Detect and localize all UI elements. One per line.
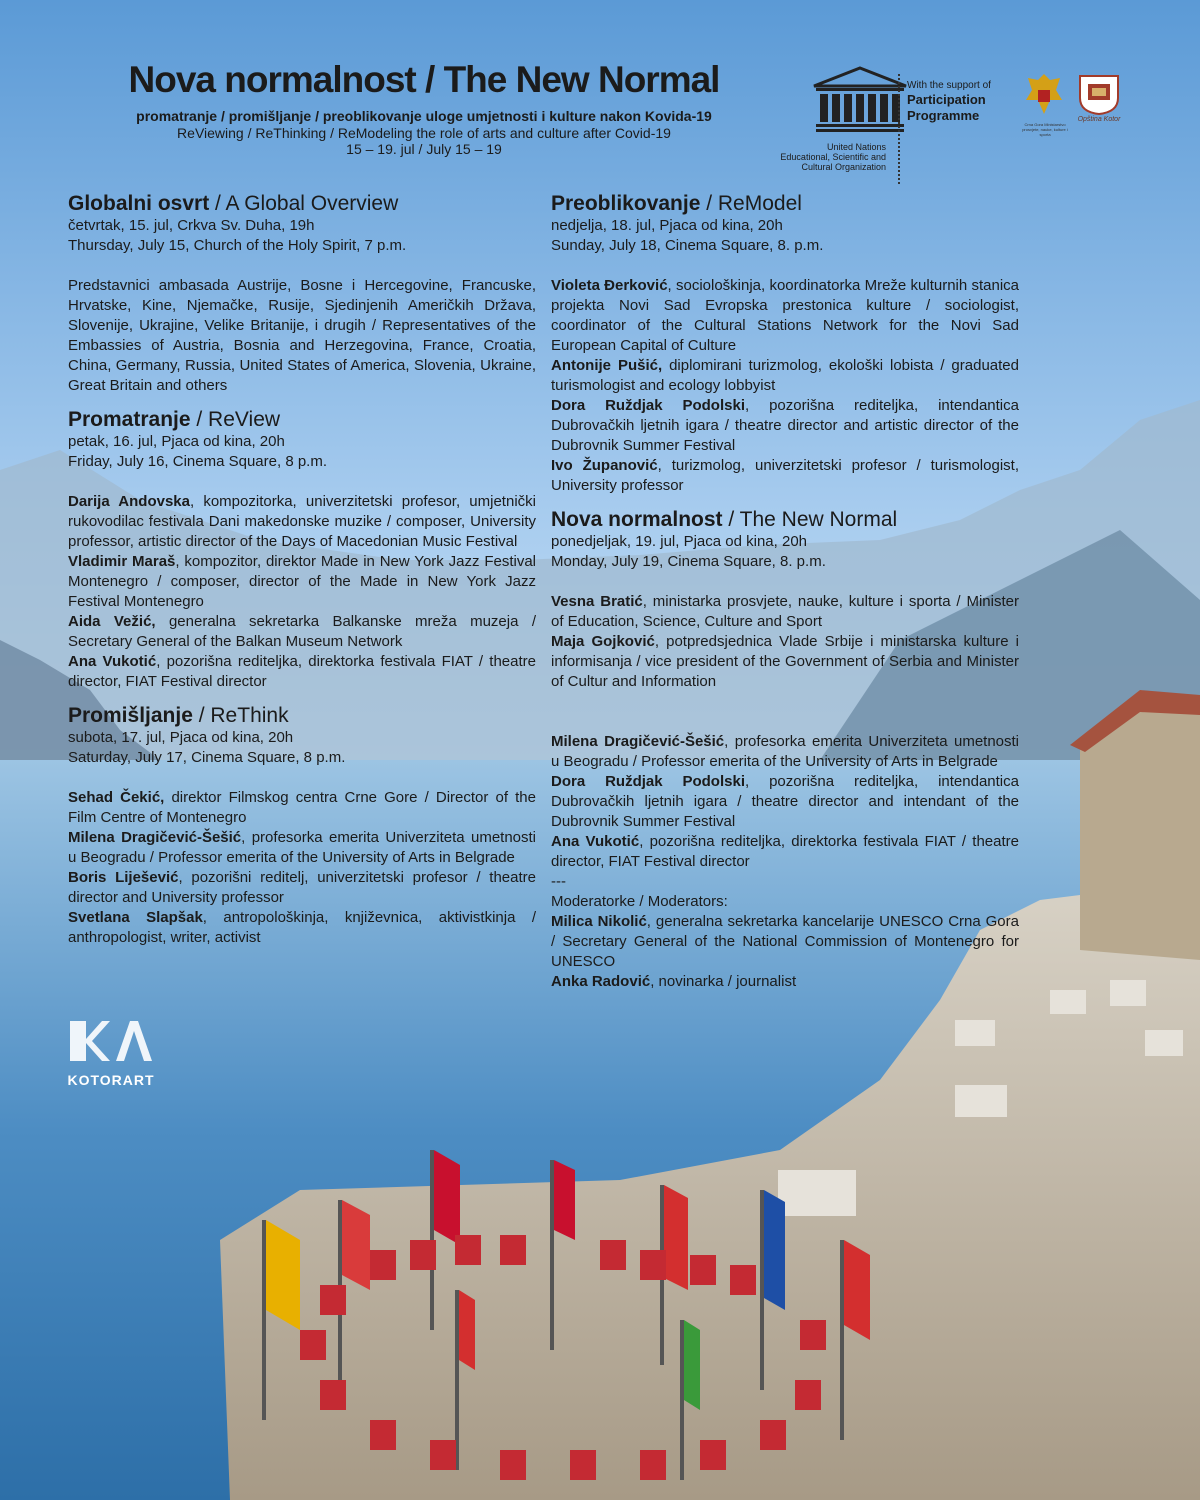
speaker-text: , pozorišna rediteljka, intendantica Dubrovačkih ljetnih igara / theatre director and intendant of the Dubrovnik Summer Festival — [551, 773, 1019, 830]
speaker-name: Vesna Bratić — [551, 593, 643, 610]
kotor-emblem-caption: Opština Kotor — [1077, 116, 1121, 123]
kotorart-wordmark: KOTORART — [67, 1072, 155, 1088]
speaker-text: , pozorišna rediteljka, intendantica Dubrovačkih ljetnih igara / theatre director and artistic director of the Dubrovnik Summer Festival — [551, 397, 1019, 454]
speaker-text: , sociološkinja, koordinatorka Mreže kulturnih stanica projekta Novi Sad Evropska prestonica kulture / sociologist, coordinator of the Cultural Stations Network for the Novi Sad European Capital of Culture — [551, 277, 1020, 354]
unesco-name-lines — [776, 142, 886, 172]
section-title-local: Nova normalnost — [551, 508, 723, 531]
unesco-logo-icon — [812, 66, 908, 132]
moderators-label: Moderatorke / Moderators: — [551, 893, 728, 910]
speaker-entry — [68, 552, 536, 612]
subtitle-english: ReViewing / ReThinking / ReModeling the role of arts and culture after Covid-19 — [177, 125, 671, 141]
speaker-entry — [68, 492, 536, 552]
section-meta-local: petak, 16. jul, Pjaca od kina, 20h — [68, 433, 285, 450]
moderator-entry — [551, 972, 1019, 992]
montenegro-emblem-caption: Crna Gora Ministarstvo prosvjete, nauke, kulture i sporta — [1022, 122, 1068, 137]
speaker-text: , pozorišna rediteljka, direktorka festivala FIAT / theatre director, FIAT Festival director — [551, 833, 1019, 870]
speaker-text: , pozorišna rediteljka, direktorka festivala FIAT / theatre director, FIAT Festival director — [68, 653, 536, 690]
kotor-coat-of-arms-icon — [1076, 70, 1122, 116]
sponsor-logos — [776, 66, 1156, 186]
moderator-name: Anka Radović — [551, 973, 651, 990]
logo-divider — [898, 74, 900, 184]
speaker-entry — [551, 276, 1019, 356]
section-title-local: Globalni osvrt — [68, 192, 210, 215]
moderator-text: , novinarka / journalist — [650, 973, 797, 990]
speaker-entry — [551, 456, 1019, 496]
speaker-text: diplomirani turizmolog, ekološki lobista / graduated turismologist and ecology lobbyist — [551, 357, 1019, 394]
speaker-name: Violeta Đerković — [551, 277, 668, 294]
speaker-name: Svetlana Slapšak — [68, 909, 203, 926]
section-new-normal — [551, 508, 1019, 992]
section-meta-english: Monday, July 19, Cinema Square, 8. p.m. — [551, 553, 826, 570]
speaker-name: Ana Vukotić — [68, 653, 157, 670]
speaker-name: Aida Vežić, — [68, 613, 156, 630]
speaker-name: Vladimir Maraš — [68, 553, 176, 570]
speaker-entry — [68, 276, 536, 396]
right-column — [551, 192, 1019, 992]
section-title — [68, 192, 536, 216]
section-title-english: / The New Normal — [722, 508, 898, 531]
speaker-text: , profesorka emerita Univerziteta umetnosti u Beogradu / Professor emerita of the University of Arts in Belgrade — [68, 829, 537, 866]
unesco-name-line: Educational, Scientific and — [780, 152, 886, 162]
speaker-name: Dora Ruždjak Podolski — [551, 397, 745, 414]
speaker-entry — [551, 772, 1019, 832]
speaker-entry — [551, 732, 1019, 772]
section-title-english: / ReView — [190, 408, 281, 431]
speaker-text: , antropološkinja, književnica, aktivistkinja / anthropologist, writer, activist — [68, 909, 536, 946]
section-rethink — [68, 704, 536, 948]
montenegro-coat-of-arms-icon — [1022, 70, 1066, 120]
unesco-name-line: United Nations — [826, 142, 886, 152]
speaker-text: , kompozitor, direktor Made in New York Jazz Festival Montenegro / composer, director of the Made in New York Jazz Festival Montenegro — [68, 553, 536, 610]
speaker-text: , profesorka emerita Univerziteta umetnosti u Beogradu / Professor emerita of the University of Arts in Belgrade — [551, 733, 1020, 770]
speaker-entry — [551, 592, 1019, 632]
section-title-local: Promišljanje — [68, 704, 193, 727]
section-meta-local: četvrtak, 15. jul, Crkva Sv. Duha, 19h — [68, 217, 315, 234]
speaker-entry — [68, 788, 536, 828]
speaker-entry — [551, 396, 1019, 456]
section-meta-english: Saturday, July 17, Cinema Square, 8 p.m. — [68, 749, 346, 766]
section-title-local: Preoblikovanje — [551, 192, 701, 215]
section-meta-english: Friday, July 16, Cinema Square, 8 p.m. — [68, 453, 327, 470]
separator: --- — [551, 873, 566, 890]
moderator-text: , generalna sekretarka kancelarije UNESCO Crna Gora / Secretary General of the National Commission of Montenegro for UNESCO — [551, 913, 1019, 970]
speaker-entry — [68, 652, 536, 692]
section-meta-local: subota, 17. jul, Pjaca od kina, 20h — [68, 729, 294, 746]
subtitle-local: promatranje / promišljanje / preoblikovanje uloge umjetnosti i kulture nakon Kovida-19 — [136, 108, 712, 124]
section-meta-local: nedjelja, 18. jul, Pjaca od kina, 20h — [551, 217, 783, 234]
speaker-entry — [68, 868, 536, 908]
moderator-name: Milica Nikolić — [551, 913, 647, 930]
speaker-name: Milena Dragičević-Šešić — [68, 829, 242, 846]
kotorart-mark-icon — [66, 1017, 156, 1065]
speaker-entry — [68, 612, 536, 652]
speaker-name: Antonije Pušić, — [551, 357, 663, 374]
section-meta-english: Sunday, July 18, Cinema Square, 8. p.m. — [551, 237, 824, 254]
speaker-name: Ana Vukotić — [551, 833, 640, 850]
speaker-entry — [551, 632, 1019, 692]
section-title-english: / ReThink — [192, 704, 289, 727]
speaker-text: , pozorišni reditelj, univerzitetski profesor / theatre director and University professor — [68, 869, 536, 906]
section-global-overview — [68, 192, 536, 396]
poster-header — [84, 60, 764, 158]
unesco-name-line: Cultural Organization — [801, 162, 886, 172]
section-title-local: Promatranje — [68, 408, 191, 431]
event-dates: 15 – 19. jul / July 15 – 19 — [346, 141, 502, 157]
section-remodel — [551, 192, 1019, 496]
speaker-entry — [551, 356, 1019, 396]
speaker-name: Darija Andovska — [68, 493, 190, 510]
speaker-name: Ivo Županović — [551, 457, 658, 474]
speaker-text: Predstavnici ambasada Austrije, Bosne i Hercegovine, Francuske, Hrvatske, Kine, Njemačke, Rusije, Sjedinjenih Američkih Država, Slovenije, Ukrajine, Velike Britanije, i drugih / Representatives of the Embassies of Austria, Bosnia and Herzegovina, France, Croatia, China, Germany, Russia, United States of America, Slovenia, Ukraine, Great Britain and others — [68, 277, 536, 394]
speaker-text: generalna sekretarka Balkanske mreža muzeja / Secretary General of the Balkan Museum Network — [68, 613, 536, 650]
left-column — [68, 192, 536, 948]
section-title-english: / A Global Overview — [209, 192, 399, 215]
section-meta-local: ponedjeljak, 19. jul, Pjaca od kina, 20h — [551, 533, 808, 550]
speaker-text: , turizmolog, univerzitetski profesor / turismologist, University professor — [551, 457, 1019, 494]
kotorart-logo — [66, 1017, 156, 1088]
speaker-name: Milena Dragičević-Šešić — [551, 733, 725, 750]
speaker-text: , potpredsjednica Vlade Srbije i ministarska kulture i informisanja / vice president of the Government of Serbia and Minister of Cultur and Information — [551, 633, 1019, 690]
section-title — [68, 704, 536, 728]
speaker-name: Sehad Čekić, — [68, 789, 165, 806]
speaker-name: Dora Ruždjak Podolski — [551, 773, 745, 790]
speaker-name: Maja Gojković — [551, 633, 655, 650]
support-big-line2: Programme — [907, 108, 980, 123]
section-title-english: / ReModel — [700, 192, 802, 215]
speaker-text: direktor Filmskog centra Crne Gore / Director of the Film Centre of Montenegro — [68, 789, 536, 826]
support-text — [907, 80, 1017, 124]
section-meta-english: Thursday, July 15, Church of the Holy Spirit, 7 p.m. — [68, 237, 407, 254]
section-title — [68, 408, 536, 432]
moderator-entry — [551, 912, 1019, 972]
speaker-entry — [68, 828, 536, 868]
speaker-name: Boris Liješević — [68, 869, 179, 886]
support-big-line1: Participation — [907, 92, 986, 107]
speaker-text: , kompozitorka, univerzitetski profesor, umjetnički rukovodilac festivala Dani makedonske muzike / composer, University professor, artistic director of the Days of Macedonian Music Festival — [68, 493, 536, 550]
section-review — [68, 408, 536, 692]
speaker-entry — [68, 908, 536, 948]
support-small: With the support of — [907, 80, 991, 91]
speaker-entry — [551, 832, 1019, 872]
section-title — [551, 192, 1019, 216]
section-title — [551, 508, 1019, 532]
poster-title: Nova normalnost / The New Normal — [128, 59, 720, 100]
speaker-text: , ministarka prosvjete, nauke, kulture i sporta / Minister of Education, Science, Culture and Sport — [551, 593, 1019, 630]
